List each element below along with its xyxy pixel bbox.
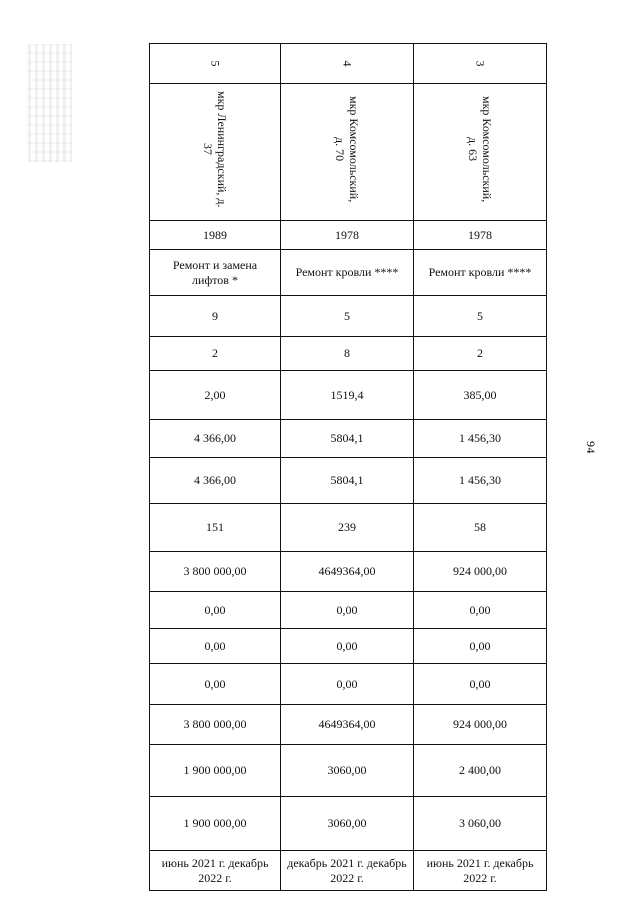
table-cell: 1519,4 [281,371,414,420]
page-number: 94 [584,441,598,454]
table-cell: 924 000,00 [414,552,547,592]
table-row [150,705,547,745]
table-cell: 2 400,00 [414,745,547,797]
table-cell: 58 [414,504,547,552]
table-cell: 0,00 [414,629,547,664]
table-row [150,592,547,629]
table-cell: 1989 [150,221,281,250]
table-cell: 1978 [281,221,414,250]
table-row [150,851,547,891]
table-row [150,337,547,371]
table-row [150,221,547,250]
table-cell: июнь 2021 г. декабрь 2022 г. [414,851,547,891]
table-cell: 924 000,00 [414,705,547,745]
table-cell: 2 [414,337,547,371]
table-row [150,84,547,221]
table-row [150,552,547,592]
table-cell: 239 [281,504,414,552]
table-row [150,458,547,504]
table-cell: 8 [281,337,414,371]
table-cell: 4649364,00 [281,552,414,592]
table-cell: декабрь 2021 г. декабрь 2022 г. [281,851,414,891]
table-row [150,296,547,337]
table-row [150,745,547,797]
address-cell: мкр Комсомольский, д. 63 [414,84,547,221]
table-cell: 1978 [414,221,547,250]
table-row [150,629,547,664]
table-cell: июнь 2021 г. декабрь 2022 г. [150,851,281,891]
table-cell: 151 [150,504,281,552]
table-cell: 3060,00 [281,745,414,797]
table-cell: 1 900 000,00 [150,797,281,851]
table-row [150,250,547,296]
table-cell: 0,00 [150,592,281,629]
table-row [150,504,547,552]
table-row [150,797,547,851]
table-cell: 5 [414,296,547,337]
table-cell: 9 [150,296,281,337]
address-cell: мкр Комсомольский, д. 70 [281,84,414,221]
table-cell: 0,00 [150,629,281,664]
table-row [150,664,547,705]
table-cell: 5 [281,296,414,337]
table-cell: Ремонт кровли **** [414,250,547,296]
table-cell: 5804,1 [281,420,414,458]
scan-artifact [28,44,72,162]
table-cell: 0,00 [414,664,547,705]
table-row [150,420,547,458]
table-cell: 3 800 000,00 [150,705,281,745]
table-cell: 4649364,00 [281,705,414,745]
table-cell: 3 800 000,00 [150,552,281,592]
table-cell: 2 [150,337,281,371]
table-row [150,44,547,84]
table-cell: 3 060,00 [414,797,547,851]
table-cell: 0,00 [281,664,414,705]
table-cell: 0,00 [414,592,547,629]
table-cell: 4 366,00 [150,420,281,458]
table-cell: 2,00 [150,371,281,420]
table-cell: 1 456,30 [414,458,547,504]
table-cell: 1 456,30 [414,420,547,458]
table-cell: 3 [414,44,547,84]
table-cell: 0,00 [281,592,414,629]
table-cell: Ремонт и замена лифтов * [150,250,281,296]
table-cell: 4 366,00 [150,458,281,504]
table-cell: Ремонт кровли **** [281,250,414,296]
table-cell: 0,00 [150,664,281,705]
address-cell: мкр Ленинградский, д. 37 [150,84,281,221]
table-cell: 5 [150,44,281,84]
table-cell: 0,00 [281,629,414,664]
table-row [150,371,547,420]
table-cell: 5804,1 [281,458,414,504]
document-table [149,43,547,891]
table-cell: 385,00 [414,371,547,420]
table-cell: 1 900 000,00 [150,745,281,797]
table-cell: 3060,00 [281,797,414,851]
table-cell: 4 [281,44,414,84]
